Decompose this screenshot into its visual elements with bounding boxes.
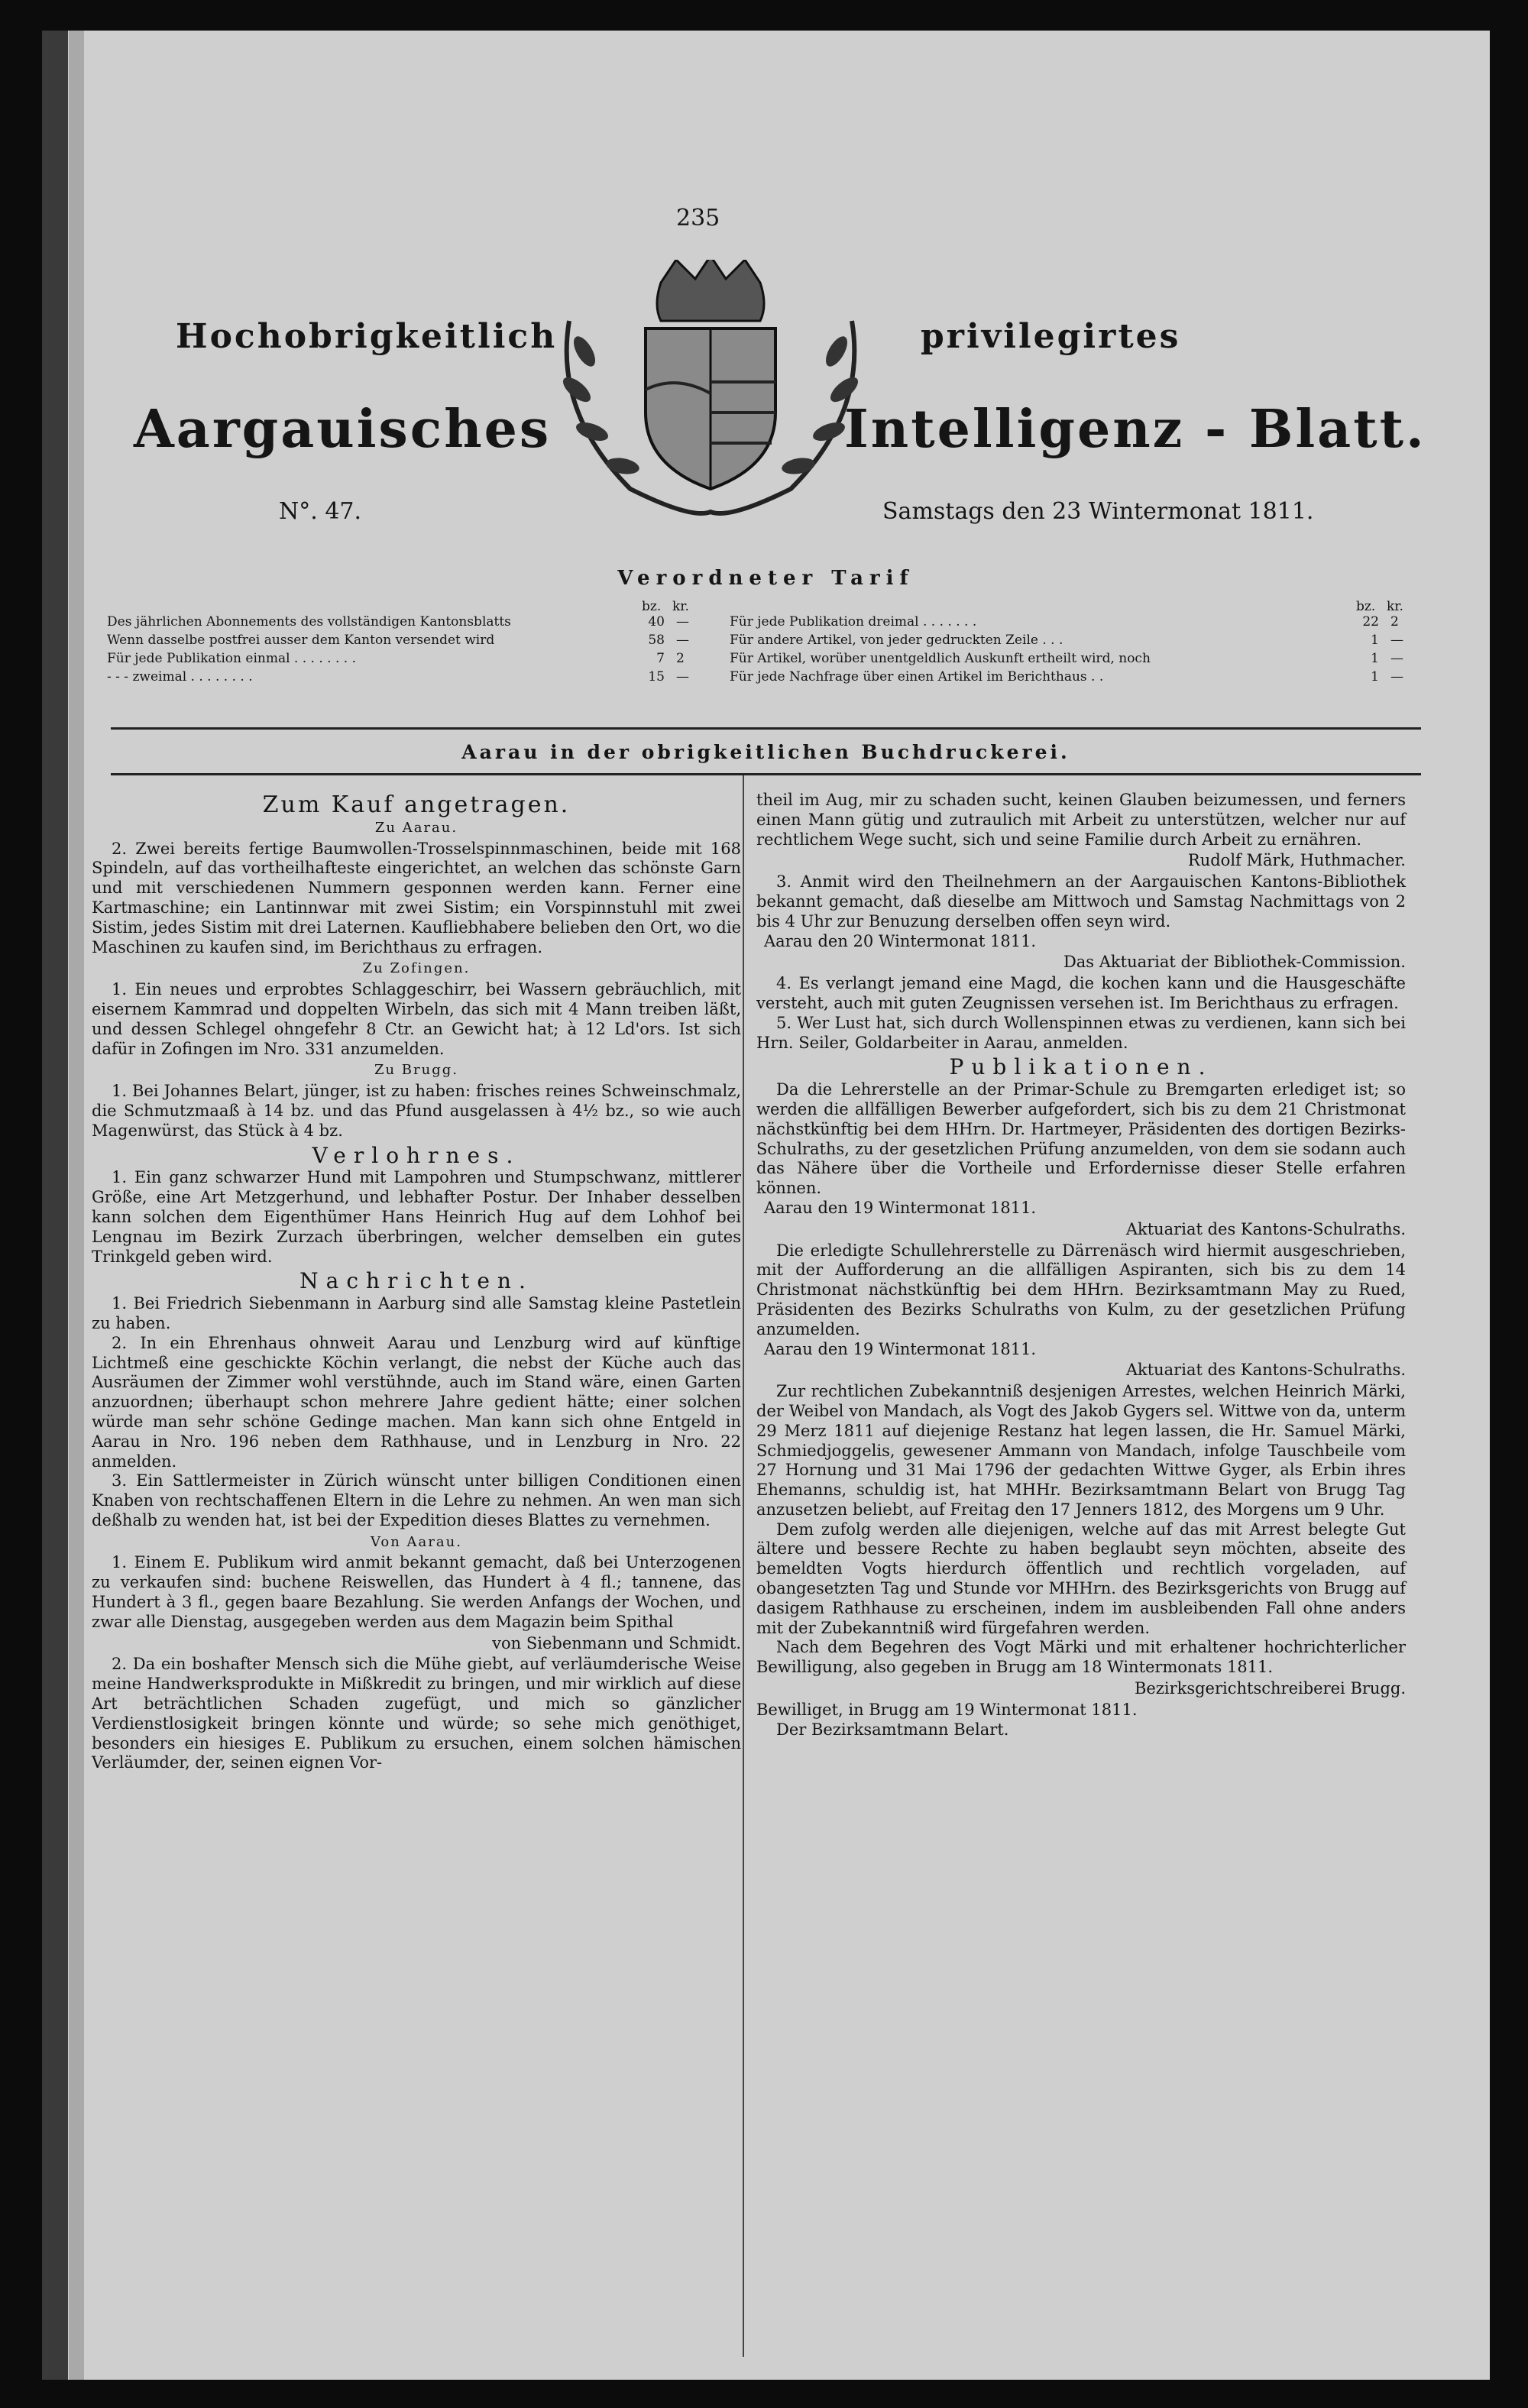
tarif-row-kr: — <box>1390 633 1403 648</box>
tarif-right-table <box>730 597 1421 686</box>
tarif-row-bz: 1 <box>1371 669 1379 685</box>
tarif-row <box>730 631 1421 649</box>
issue-date: Samstags den 23 Wintermonat 1811. <box>882 498 1314 525</box>
tarif-unit-kr: kr. <box>672 599 689 614</box>
tarif-row <box>730 649 1421 668</box>
page-number: 235 <box>676 205 720 231</box>
masthead-top-left: Hochobrigkeitlich <box>176 317 558 356</box>
signature: Aktuariat des Kantons-Schulraths. <box>1125 1361 1406 1380</box>
tarif-row-bz: 40 <box>648 614 665 630</box>
article-paragraph: 1. Ein ganz schwarzer Hund mit Lampohren und Stumpschwanz, mittlerer Größe, eine Art Metzgerhund, und lebhafter Postur. Der Inhaber desselben kann solchen dem Eigenthümer Hans Heinrich Hug auf dem Lohhof bei Lengnau im Bezirk Zurzach überbringen, welcher demselben ein gutes Trinkgeld geben wird. <box>92 1168 741 1266</box>
tarif-left-table <box>107 597 718 686</box>
newspaper-page <box>42 31 1490 2380</box>
subheading-von-aarau: Von Aarau. <box>371 1533 462 1550</box>
article-paragraph: 2. Zwei bereits fertige Baumwollen-Trosselspinnmaschinen, beide mit 168 Spindeln, auf das vortheilhafteste eingerichtet, an welchen das schönste Garn und mit verschiedenen Nummern gesponnen werden kann. Ferner eine Kartmaschine; ein Lantinnwar mit zwei Sistim; ein Vorspinnstuhl mit zwei Sistim, jedes Sistim mit drei Laternen. Kaufliebhabere belieben den Ort, wo die Maschinen zu kaufen sind, im Berichthaus zu erfragen. <box>92 839 741 956</box>
left-column <box>92 791 741 1773</box>
tarif-row-label: Für jede Publikation einmal . . . . . . . . <box>107 651 356 666</box>
tarif-row-label: Des jährlichen Abonnements des vollständigen Kantonsblatts <box>107 614 511 630</box>
signature: von Siebenmann und Schmidt. <box>492 1633 741 1652</box>
tarif-row-kr: — <box>676 633 689 648</box>
signature: Der Bezirksamtmann Belart. <box>776 1720 1009 1739</box>
article-paragraph: 3. Ein Sattlermeister in Zürich wünscht unter billigen Conditionen einen Knaben von rechtschaffenen Eltern in die Lehre zu nehmen. An wen man sich deßhalb zu wenden hat, ist bei der Expedition dieses Blattes zu vernehmen. <box>92 1471 741 1529</box>
coat-of-arms-emblem <box>539 260 882 527</box>
signature: Bezirksgerichtschreiberei Brugg. <box>1134 1679 1406 1698</box>
tarif-row-kr: — <box>676 669 689 685</box>
article-paragraph: Zur rechtlichen Zubekanntniß desjenigen Arrestes, welchen Heinrich Märki, der Weibel von Mandach, als Vogt des Jakob Gygers sel. Wittwe von da, unterm 29 Merz 1811 auf diejenige Restanz hat legen lassen, die Hr. Samuel Märki, Schmiedjoggelis, gewesener Ammann von Mandach, infolge Tauschbeile vom 27 Hornung und 31 Mai 1796 der gedachten Wittwe Gyger, als Erbin ihres Ehemanns, schuldig ist, hat MHHr. Bezirksamtmann Belart von Brugg Tag anzusetzen beliebt, auf Freitag den 17 Jenners 1812, des Morgens um 9 Uhr. <box>756 1382 1406 1519</box>
date-line: Aarau den 19 Wintermonat 1811. <box>764 1198 1037 1217</box>
article-paragraph: 3. Anmit wird den Theilnehmern an der Aargauischen Kantons-Bibliothek bekannt gemacht, daß dieselbe am Mittwoch und Samstag Nachmittags von 2 bis 4 Uhr zur Benuzung derselben offen seyn wird. <box>756 872 1406 931</box>
article-paragraph: 2. In ein Ehrenhaus ohnweit Aarau und Lenzburg wird auf künftige Lichtmeß eine geschickte Köchin verlangt, die nebst der Küche auch das Ausräumen der Zimmer wohl verstühnde, auch im Stand wäre, einen Garten anzuordnen; überhaupt schon mehrere Jahre gedient hätte; einer solchen würde man sehr schöne Gedinge machen. Man kann sich ohne Entgeld in Aarau in Nro. 196 neben dem Rathhause, und in Lenzburg in Nro. 22 anmelden. <box>92 1333 741 1471</box>
rule-lower <box>111 773 1421 775</box>
tarif-title: Verordneter Tarif <box>617 567 915 590</box>
tarif-row-kr: — <box>676 614 689 630</box>
tarif-row-bz: 1 <box>1371 633 1379 648</box>
article-paragraph: 4. Es verlangt jemand eine Magd, die kochen kann und die Hausgeschäfte versteht, auch mit guten Zeugnissen versehen ist. Im Berichthaus zu erfragen. <box>756 974 1406 1012</box>
rule-upper <box>111 727 1421 730</box>
date-line: Aarau den 20 Wintermonat 1811. <box>764 931 1037 950</box>
tarif-row-label: Für andere Artikel, von jeder gedruckten Zeile . . . <box>730 633 1063 648</box>
date-line: Bewilliget, in Brugg am 19 Wintermonat 1811. <box>756 1700 1138 1719</box>
tarif-row-label: - - - zweimal . . . . . . . . <box>107 669 253 685</box>
tarif-row-label: Wenn dasselbe postfrei ausser dem Kanton versendet wird <box>107 633 495 648</box>
tarif-row-kr: — <box>1390 651 1403 666</box>
tarif-unit-bz: bz. <box>642 599 662 614</box>
tarif-unit-kr: kr. <box>1387 599 1403 614</box>
article-paragraph: 1. Einem E. Publikum wird anmit bekannt gemacht, daß bei Unterzogenen zu verkaufen sind: buchene Reiswellen, das Hundert à 4 fl.; tannene, das Hundert à 3 fl., gegen baare Bezahlung. Sie werden Anfangs der Wochen, und zwar alle Dienstag, ausgegeben werden aus dem Magazin beim Spithal <box>92 1553 741 1631</box>
section-heading-nachrichten: Nachrichten. <box>299 1268 533 1294</box>
date-line: Aarau den 19 Wintermonat 1811. <box>764 1339 1037 1358</box>
tarif-row-label: Für jede Nachfrage über einen Artikel im Berichthaus . . <box>730 669 1104 685</box>
tarif-row <box>107 613 718 631</box>
tarif-row-bz: 1 <box>1371 651 1379 666</box>
subheading-aarau: Zu Aarau. <box>374 819 458 836</box>
article-paragraph: Die erledigte Schullehrerstelle zu Därrenäsch wird hiermit ausgeschrieben, mit der Aufforderung an die allfälligen Aspiranten, sich bis zu dem 14 Christmonat nächstkünftig bei dem HHrn. Bezirksamtmann May zu Rued, Präsidenten des Bezirks Schulraths von Kulm, zu der gesetzlichen Prüfung anzumelden. <box>756 1241 1406 1338</box>
tarif-row-bz: 7 <box>656 651 665 666</box>
article-paragraph: 2. Da ein boshafter Mensch sich die Mühe giebt, auf verläumderische Weise meine Handwerksprodukte in Mißkredit zu bringen, und mir wirklich auf diese Art beträchtlichen Schaden zugefügt, und mich so gänzlicher Verdienstlosigkeit bringen könnte und würde; so sehe mich genöthiget, besonders ein hiesiges E. Publikum zu ersuchen, einem solchen hämischen Verläumder, der, seinen eignen Vor- <box>92 1655 741 1772</box>
tarif-row <box>107 631 718 649</box>
tarif-row <box>107 668 718 686</box>
tarif-row-kr: 2 <box>1390 614 1399 630</box>
tarif-row <box>107 649 718 668</box>
issue-number: N°. 47. <box>279 498 362 525</box>
subheading-zofingen: Zu Zofingen. <box>362 960 471 977</box>
tarif-row-bz: 15 <box>648 669 665 685</box>
article-paragraph: Nach dem Begehren des Vogt Märki und mit erhaltener hochrichterlicher Bewilligung, also gegeben in Brugg am 18 Wintermonats 1811. <box>756 1638 1406 1677</box>
subheading-brugg: Zu Brugg. <box>374 1062 458 1079</box>
article-paragraph: Dem zufolg werden alle diejenigen, welche auf das mit Arrest belegte Gut ältere und bessere Rechte zu haben beglaubt seyn möchten, abseite des bemeldten Vogts hierdurch öffentlich und rechtlich vorgeladen, auf obangesetzten Tag und Stunde vor MHHrn. des Bezirksgerichts von Brugg auf dasigem Rathhause zu erscheinen, indem im ausbleibenden Fall ohne anders mit der Zubekanntniß wird fürgefahren werden. <box>756 1520 1406 1637</box>
tarif-unit-bz: bz. <box>1356 599 1376 614</box>
tarif-row <box>730 668 1421 686</box>
masthead-title-left: Aargauisches <box>134 399 552 460</box>
section-heading-publikationen: Publikationen. <box>949 1054 1213 1080</box>
imprint-line: Aarau in der obrigkeitlichen Buchdruckerei. <box>461 741 1070 763</box>
article-paragraph: 1. Bei Johannes Belart, jünger, ist zu haben: frisches reines Schweinschmalz, die Schmutzmaaß à 14 bz. und das Pfund ausgelassen à 4½ bz., so wie auch Magenwürst, das Stück à 4 bz. <box>92 1082 741 1140</box>
masthead-top-right: privilegirtes <box>921 317 1181 356</box>
tarif-row <box>730 613 1421 631</box>
tarif-row-bz: 58 <box>648 633 665 648</box>
section-heading-verlohrnes: Verlohrnes. <box>312 1142 521 1168</box>
article-paragraph: 5. Wer Lust hat, sich durch Wollenspinnen etwas zu verdienen, kann sich bei Hrn. Seiler, Goldarbeiter in Aarau, anmelden. <box>756 1013 1406 1052</box>
section-heading-kauf: Zum Kauf angetragen. <box>262 791 571 818</box>
tarif-row-kr: 2 <box>676 651 685 666</box>
tarif-row-kr: — <box>1390 669 1403 685</box>
masthead-title-right: Intelligenz - Blatt. <box>844 399 1426 460</box>
tarif-row-label: Für jede Publikation dreimal . . . . . . . <box>730 614 977 630</box>
column-divider <box>743 775 744 2357</box>
page-fold <box>69 31 84 2380</box>
right-column <box>756 791 1406 1740</box>
signature: Rudolf Märk, Huthmacher. <box>1187 851 1406 870</box>
tarif-row-bz: 22 <box>1362 614 1379 630</box>
signature: Aktuariat des Kantons-Schulraths. <box>1125 1219 1406 1238</box>
signature: Das Aktuariat der Bibliothek-Commission. <box>1063 953 1406 972</box>
article-paragraph: Da die Lehrerstelle an der Primar-Schule zu Bremgarten erlediget ist; so werden die allfälligen Bewerber aufgefordert, sich bis zu dem 21 Christmonat nächstkünftig bei dem HHrn. Dr. Hartmeyer, Präsidenten des dortigen Bezirks-Schulraths, zu der gesetzlichen Prüfung anzumelden, von dem sie sodann auch das Nähere über die Vortheile und Erfordernisse dieser Stelle erfahren können. <box>756 1080 1406 1198</box>
article-paragraph: 1. Ein neues und erprobtes Schlaggeschirr, bei Wassern gebräuchlich, mit eisernem Kammrad und doppelten Wirbeln, das sich mit 4 Mann treiben läßt, und dessen Schlegel ohngefehr 8 Ctr. an Gewicht hat; à 12 Ld'ors. Ist sich dafür in Zofingen im Nro. 331 anzumelden. <box>92 980 741 1058</box>
tarif-row-label: Für Artikel, worüber unentgeldlich Auskunft ertheilt wird, noch <box>730 651 1151 666</box>
article-paragraph: theil im Aug, mir zu schaden sucht, keinen Glauben beizumessen, und ferners einen Mann gütig und zutraulich mit Arbeit zu unterstützen, welcher nur auf rechtlichem Wege sucht, sich und seine Familie durch Arbeit zu ernähren. <box>756 791 1406 849</box>
book-binding <box>42 31 68 2380</box>
article-paragraph: 1. Bei Friedrich Siebenmann in Aarburg sind alle Samstag kleine Pastetlein zu haben. <box>92 1294 741 1332</box>
